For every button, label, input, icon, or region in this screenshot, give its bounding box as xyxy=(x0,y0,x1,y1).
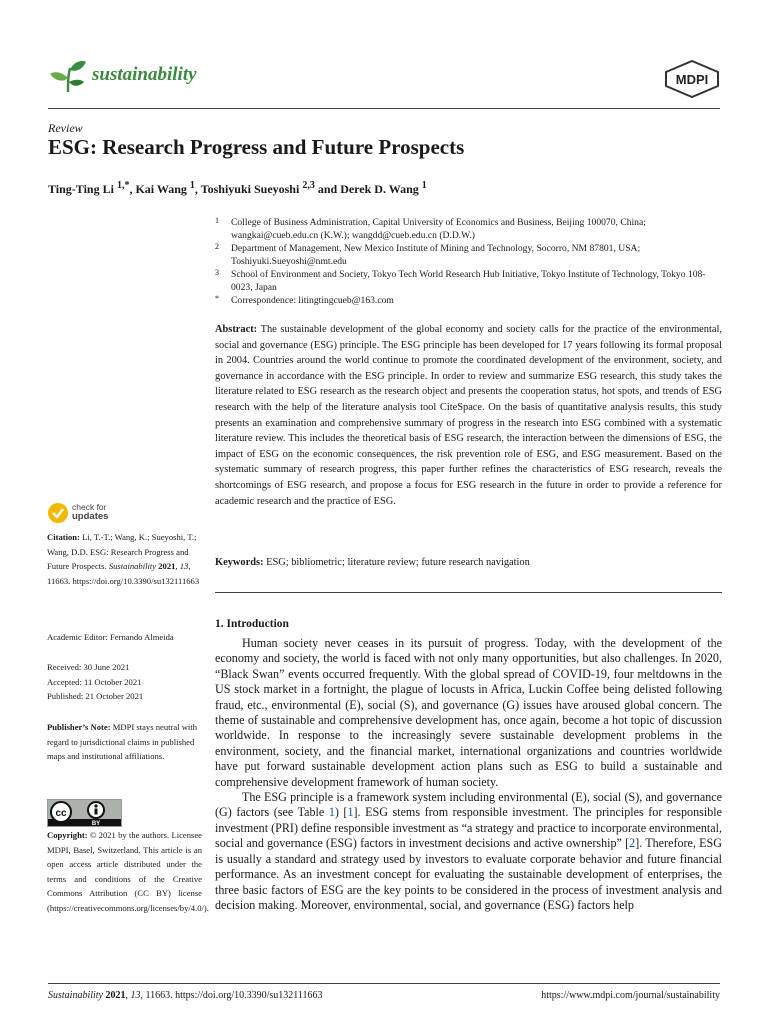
svg-text:cc: cc xyxy=(55,808,67,819)
citation-text: Li, T.-T.; Wang, K.; Sueyoshi, T.; Wang, D.D. ESG: Research Progress and Future Prospects. xyxy=(47,532,197,572)
sustainability-leaf-icon xyxy=(48,58,88,94)
affiliation-text: School of Environment and Society, Tokyo Tech World Research Hub Initiative, Tokyo Institute of Technology, Tokyo 108-0023, Japan xyxy=(231,269,706,293)
dates xyxy=(47,660,202,704)
check-for-updates-button[interactable] xyxy=(47,502,197,524)
affiliation-text: Department of Management, New Mexico Institute of Mining and Technology, Socorro, NM 87801, USA; Toshiyuki.Sueyoshi@nmt.edu xyxy=(231,243,641,267)
affiliation-number: * xyxy=(215,294,219,303)
author-sup: 1 xyxy=(189,180,195,191)
received-date: Received: 30 June 2021 xyxy=(47,662,130,672)
article-type: Review xyxy=(48,121,83,135)
citation-block: Citation: Li, T.-T.; Wang, K.; Sueyoshi, T.; Wang, D.D. ESG: Research Progress and Future Prospects. Sustainability 2021, 13, 11663. https://doi.org/10.3390/su132111663 xyxy=(47,532,200,586)
paragraph: Human society never ceases in its pursuit of progress. Today, with the development of the economy and society, the world is faced with not only many opportunities, but also challenges. In 2020, “Black Swan” events occurred frequently. With the global spread of COVID-19, four meltdowns in the US stock market in a fortnight, the plague of locusts in Africa, Luckin Coffee being delisted following fraud, etc., environmental (E), social (S), and governance (G) issues have aroused global concern. The theme of sustainable and comprehensive development has, once again, become a hot topic of discussion worldwide. In response to the increasingly severe sustainable development problems in the environment, society, and the financial market, international organizations and countries worldwide have put forward sustainable development action plans such as ESG to build a sustainable and comprehensive development framework of human society. xyxy=(215,636,722,789)
keywords xyxy=(215,557,722,568)
academic-editor: Academic Editor: Fernando Almeida xyxy=(47,632,174,642)
citation-label: Citation: xyxy=(47,532,80,542)
publisher-note-text: MDPI stays neutral with regard to jurisdictional claims in published maps and institutional affiliations. xyxy=(47,722,197,762)
author-sup: 1,* xyxy=(116,180,130,191)
affiliation-number: 2 xyxy=(215,242,219,251)
text-run: ) [ xyxy=(334,805,348,820)
body-text xyxy=(215,636,722,913)
copyright-label: Copyright: xyxy=(47,830,88,840)
abstract-label: Abstract: xyxy=(215,324,258,335)
citation-year: 2021 xyxy=(158,561,176,572)
footer-journal: Sustainability xyxy=(48,990,103,1001)
keywords-label: Keywords: xyxy=(215,557,264,568)
footer-citation: Sustainability 2021, 13, 11663. https://doi.org/10.3390/su132111663 xyxy=(48,990,323,1001)
copyright xyxy=(47,828,209,916)
mdpi-logo-icon xyxy=(664,60,720,98)
mdpi-logo-text: MDPI xyxy=(675,72,709,87)
check-label: check for xyxy=(72,502,107,512)
text-run: The ESG principle is a framework system including environmental (E), social (S), and governance (G) factors (see Table xyxy=(215,790,722,820)
abstract-text: The sustainable development of the global economy and society calls for the practice of the environmental, social and governance (ESG) principle. The ESG principle has been developed for 17 years following its formal proposal in 2004. Countries around the world continue to promote the coordinated development of the environment, society, and governance in accordance with the ESG principle. In order to review and summarize ESG research, this study takes the literature related to ESG research as the research object and presents the cooperation status, hot spots, and trends of ESG research with the help of the literature analysis tool CiteSpace. On the basis of quantitative analysis results, this study presents an examination and comprehensive summary of progress in the research into ESG combined with a systematic literature review. This includes the theoretical basis of ESG research, the interaction between the dimensions of ESG, the impact of ESG on the economic consequences, the risk prevention role of ESG, and ESG measurement. Based on the systematic summary of research progress, this paper further refines the characteristics of ESG research, reveals the shortcomings of ESG research, and propose a focus for ESG research in the future in order to provide a reference for academic research and the practice of ESG. xyxy=(215,324,722,507)
affiliation-item xyxy=(215,268,725,294)
journal-name: sustainability xyxy=(92,64,197,85)
affiliation-item xyxy=(215,216,725,242)
citation-volume: 13 xyxy=(179,561,189,572)
accepted-date: Accepted: 11 October 2021 xyxy=(47,676,142,687)
affiliation-item xyxy=(215,294,725,307)
publisher-note-label: Publisher’s Note: xyxy=(47,722,111,732)
citation-doi[interactable]: , 11663. https://doi.org/10.3390/su132111663 xyxy=(47,561,200,586)
paragraph xyxy=(215,790,722,913)
cc-by-license-badge[interactable] xyxy=(47,799,122,827)
affiliation-item xyxy=(215,242,725,268)
copyright-text: © 2021 by the authors. Licensee MDPI, Basel, Switzerland. This article is an open access article distributed under the terms and conditions of the Creative Commons Attribution (CC BY) license (https://creativecommons.org/licenses/by/4.0/). xyxy=(47,830,209,913)
footer-doi[interactable]: , 11663. https://doi.org/10.3390/su132111663 xyxy=(140,990,323,1001)
affiliation-number: 3 xyxy=(215,268,219,277)
section-heading: 1. Introduction xyxy=(215,618,289,630)
creative-commons-icon xyxy=(48,800,121,826)
header-rule xyxy=(48,108,720,109)
citation-journal: Sustainability xyxy=(108,561,157,572)
author-name: Derek D. Wang xyxy=(340,182,419,196)
check-updates-icon xyxy=(47,502,69,524)
footer-year: 2021 xyxy=(105,990,126,1001)
footer-volume: 13 xyxy=(130,990,141,1001)
affiliation-text: Correspondence: litingtingcueb@163.com xyxy=(231,295,394,306)
table-link[interactable]: 1 xyxy=(328,805,335,820)
updates-label: updates xyxy=(72,511,109,522)
publisher-note xyxy=(47,720,202,764)
keywords-text: ESG; bibliometric; literature review; future research navigation xyxy=(266,557,530,568)
reference-link[interactable]: 1 xyxy=(347,805,354,820)
affiliations xyxy=(215,216,725,307)
author-name: Ting-Ting Li xyxy=(48,182,114,196)
article-title: ESG: Research Progress and Future Prospects xyxy=(48,135,465,159)
text-run: ]. Therefore, ESG is usually a standard and strategy used by investors to evaluate corporate behavior and future financial performance. As an investment concept for evaluating the sustainable development of enterprises, the three basic factors of ESG are the key points to be considered in the process of investment analysis and decision making. Moreover, environmental, social, and governance (ESG) factors help xyxy=(215,836,722,912)
author-name: Kai Wang xyxy=(135,182,187,196)
text-run: ]. ESG stems from responsible investment. The principles for responsible investment (PRI) define responsible investment as “a strategy and practice to incorporate environmental, social and governance (ESG) factors in investment decisions and active ownership” [ xyxy=(215,805,722,851)
author-sup: 1 xyxy=(421,180,427,191)
section-rule xyxy=(215,592,722,593)
author-name: Toshiyuki Sueyoshi xyxy=(200,182,300,196)
affiliation-text: College of Business Administration, Capital University of Economics and Business, Beijing 100070, China; wangkai@cueb.edu.cn (K.W.); wangdd@cueb.edu.cn (D.D.W.) xyxy=(231,217,646,241)
abstract xyxy=(215,322,722,509)
published-date: Published: 21 October 2021 xyxy=(47,691,144,702)
reference-link[interactable]: 2 xyxy=(629,836,636,851)
author-list: Ting-Ting Li $^{1,*}$, Kai Wang $^1$, Toshiyuki Sueyoshi $^{2,3}$ and Derek D. Wang $^1$ xyxy=(48,180,427,196)
cc-by-label: BY xyxy=(91,821,101,826)
author-sup: 2,3 xyxy=(302,180,315,191)
footer-journal-url[interactable]: https://www.mdpi.com/journal/sustainability xyxy=(541,990,720,1001)
footer-rule xyxy=(48,983,720,984)
affiliation-number: 1 xyxy=(215,216,219,225)
